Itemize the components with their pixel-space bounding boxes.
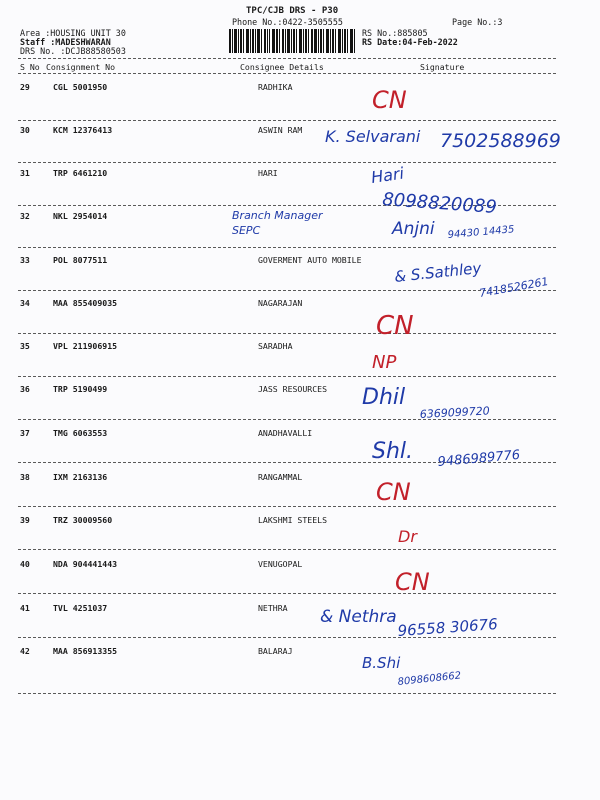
col-header-consignee: Consignee Details <box>240 62 324 72</box>
row-divider <box>18 549 556 550</box>
col-header-consignment: Consignment No <box>46 62 116 72</box>
table-row <box>0 82 600 124</box>
handwritten-phone: 7502588969 <box>440 130 561 152</box>
row-sno: 40 <box>20 559 30 569</box>
row-divider <box>18 162 556 163</box>
row-divider <box>18 333 556 334</box>
handwritten-signature: Hari <box>369 163 406 187</box>
table-row <box>0 472 600 514</box>
drs-number: DRS No. :DCJB88580503 <box>20 46 126 56</box>
handwritten-phone: 96558 30676 <box>397 615 499 640</box>
table-row <box>0 168 600 210</box>
handwritten-signature: Anjni <box>392 219 435 239</box>
row-consignment: TVL 4251037 <box>53 603 108 613</box>
row-consignment: TRZ 30009560 <box>53 515 113 525</box>
row-consignee: LAKSHMI STEELS <box>258 515 328 525</box>
handwritten-signature: Dhil <box>362 385 406 410</box>
row-consignment: VPL 211906915 <box>53 341 118 351</box>
area-label: Area :HOUSING UNIT 30 <box>20 28 126 38</box>
row-sno: 35 <box>20 341 30 351</box>
handwritten-mark: NP <box>372 352 397 373</box>
table-row <box>0 125 600 167</box>
row-sno: 41 <box>20 603 30 613</box>
header-divider-bottom <box>18 73 556 74</box>
handwritten-phone: 7418526261 <box>478 274 550 300</box>
handwritten-signature: & Nethra <box>320 607 397 627</box>
col-header-sno: S No <box>20 62 40 72</box>
handwritten-phone: 8098608662 <box>397 670 462 688</box>
row-divider <box>18 693 556 694</box>
row-consignment: IXM 2163136 <box>53 472 108 482</box>
row-consignee: JASS RESOURCES <box>258 384 328 394</box>
rs-number: RS No.:885805 <box>362 28 428 38</box>
page-number: Page No.:3 <box>452 17 503 27</box>
handwritten-mark: CN <box>372 86 407 114</box>
table-row <box>0 515 600 557</box>
handwritten-phone: 9486989776 <box>437 447 521 470</box>
handwritten-note: Branch Manager <box>232 209 323 222</box>
row-consignment: POL 8077511 <box>53 255 108 265</box>
phone-number: Phone No.:0422-3505555 <box>232 17 343 27</box>
row-consignee: GOVERMENT AUTO MOBILE <box>258 255 362 265</box>
row-consignee: NAGARAJAN <box>258 298 303 308</box>
row-sno: 31 <box>20 168 30 178</box>
row-divider <box>18 205 556 206</box>
row-consignment: CGL 5001950 <box>53 82 108 92</box>
row-divider <box>18 290 556 291</box>
table-row <box>0 603 600 645</box>
col-header-signature: Signature <box>420 62 465 72</box>
row-divider <box>18 506 556 507</box>
row-divider <box>18 247 556 248</box>
sheet-title: TPC/CJB DRS - P30 <box>246 6 339 16</box>
row-sno: 32 <box>20 211 30 221</box>
row-divider <box>18 120 556 121</box>
row-sno: 39 <box>20 515 30 525</box>
row-consignee: SARADHA <box>258 341 293 351</box>
handwritten-mark: CN <box>395 568 430 596</box>
row-consignee: ASWIN RAM <box>258 125 303 135</box>
row-consignee: ANADHAVALLI <box>258 428 313 438</box>
rs-date: RS Date:04-Feb-2022 <box>362 37 458 47</box>
row-consignee: BALARAJ <box>258 646 293 656</box>
row-sno: 34 <box>20 298 30 308</box>
row-divider <box>18 637 556 638</box>
handwritten-note: SEPC <box>232 224 261 237</box>
row-consignment: MAA 855409035 <box>53 298 118 308</box>
table-row <box>0 428 600 470</box>
row-sno: 38 <box>20 472 30 482</box>
handwritten-mark: CN <box>376 478 411 506</box>
handwritten-signature: & S.Sathley <box>393 258 483 286</box>
row-sno: 42 <box>20 646 30 656</box>
handwritten-signature: Shl. <box>372 439 414 464</box>
row-consignment: KCM 12376413 <box>53 125 113 135</box>
handwritten-signature: B.Shi <box>362 654 401 672</box>
row-sno: 29 <box>20 82 30 92</box>
row-consignee: RADHIKA <box>258 82 293 92</box>
handwritten-mark: Dr <box>398 527 417 546</box>
row-divider <box>18 419 556 420</box>
row-consignee: RANGAMMAL <box>258 472 303 482</box>
row-consignment: TMG 6063553 <box>53 428 108 438</box>
handwritten-phone: 94430 14435 <box>447 224 515 241</box>
row-sno: 36 <box>20 384 30 394</box>
row-divider <box>18 593 556 594</box>
handwritten-mark: CN <box>376 311 414 341</box>
row-consignee: VENUGOPAL <box>258 559 303 569</box>
header-divider-top <box>18 58 556 59</box>
table-row <box>0 646 600 688</box>
row-divider <box>18 376 556 377</box>
row-sno: 37 <box>20 428 30 438</box>
staff-label: Staff :MADESHWARAN <box>20 37 111 47</box>
row-consignment: NDA 904441443 <box>53 559 118 569</box>
barcode-image <box>229 29 355 53</box>
table-row <box>0 559 600 601</box>
row-sno: 30 <box>20 125 30 135</box>
handwritten-signature: K. Selvarani <box>325 127 421 146</box>
handwritten-phone: 8098820089 <box>381 189 498 218</box>
row-consignment: TRP 5190499 <box>53 384 108 394</box>
row-consignment: MAA 856913355 <box>53 646 118 656</box>
row-consignee: NETHRA <box>258 603 288 613</box>
row-consignment: NKL 2954014 <box>53 211 108 221</box>
handwritten-phone: 6369099720 <box>419 404 491 421</box>
row-consignment: TRP 6461210 <box>53 168 108 178</box>
row-consignee: HARI <box>258 168 278 178</box>
row-divider <box>18 462 556 463</box>
row-sno: 33 <box>20 255 30 265</box>
